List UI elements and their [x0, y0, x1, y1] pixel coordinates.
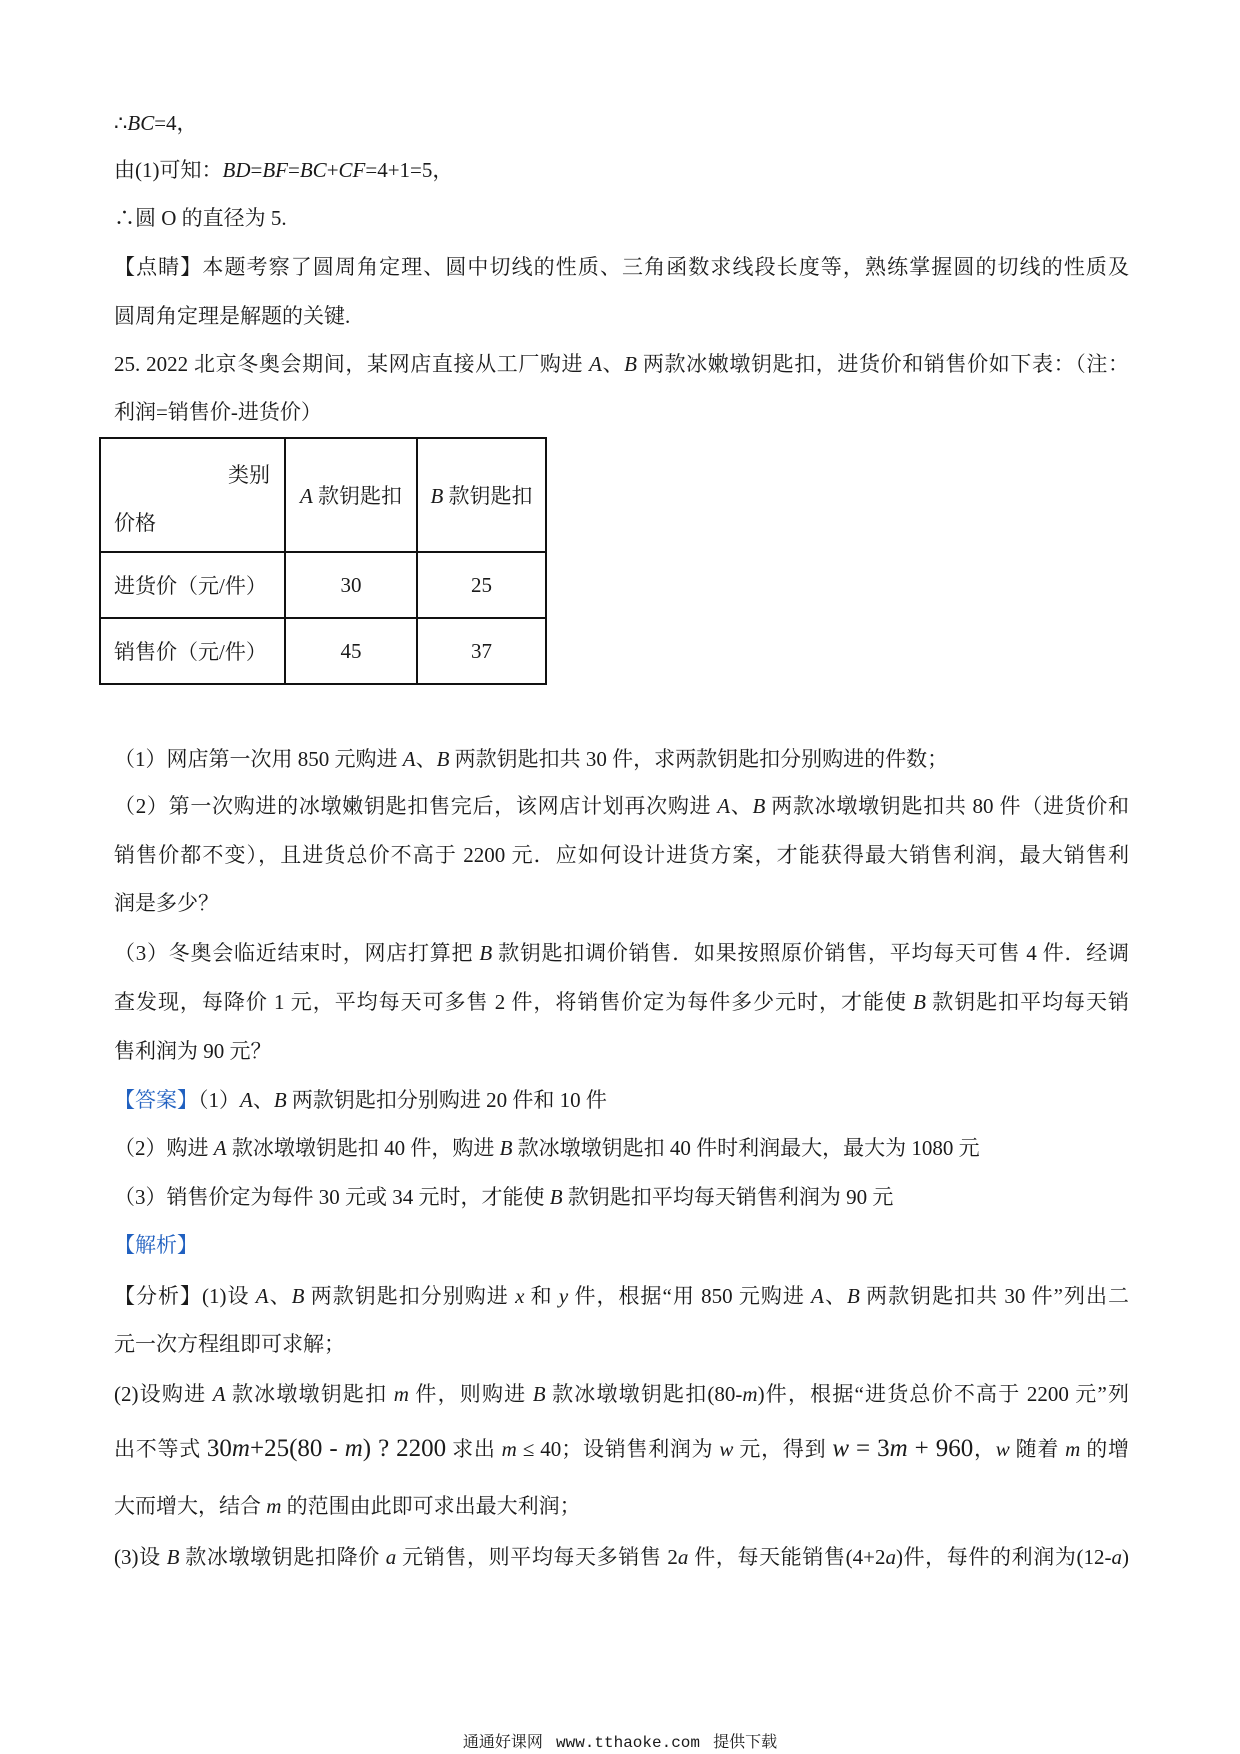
text-run: 款冰墩墩钥匙扣(80-: [545, 1382, 743, 1406]
text-run: 款钥匙扣调价销售．如果按照原价销售，平均每天可售 4 件．经调: [492, 941, 1130, 965]
analysis-part-1: [114, 1330, 1129, 1358]
text-run: 销售价都不变），且进货总价不高于 2200 元．应如何设计进货方案，才能获得最大销售利润，最大销售利: [114, 843, 1129, 867]
text-run: 元销售，则平均每天多销售 2: [396, 1545, 678, 1569]
text-run: + 960: [907, 1435, 974, 1462]
text-run: 由(1)可知：: [114, 158, 223, 182]
math-variable: BC: [299, 158, 327, 182]
analysis-part-2: [114, 1435, 1129, 1463]
text-run: （2）第一次购进的冰墩嫩钥匙扣售完后，该网店计划再次购进: [114, 794, 718, 818]
math-variable: B: [291, 1284, 305, 1308]
text-run: 利润=销售价-进货价）: [114, 400, 322, 424]
text-run: 款钥匙扣平均每天销售利润为 90 元: [562, 1185, 894, 1209]
math-variable: a: [1111, 1545, 1123, 1569]
math-variable: A: [717, 794, 731, 818]
text-run: 润是多少？: [114, 891, 219, 915]
math-variable: B: [847, 1284, 860, 1308]
text-run: ): [1122, 1545, 1130, 1569]
text-run: 件，则购进: [408, 1382, 533, 1406]
text-run: 25. 2022 北京冬奥会期间，某网店直接从工厂购进: [114, 352, 590, 376]
text-run: )件，每件的利润为(12-: [895, 1545, 1112, 1569]
text-run: +25(80 -: [249, 1435, 345, 1462]
sub-question-2: [114, 889, 1129, 917]
text-run: （1）: [198, 1088, 240, 1112]
math-variable: BF: [262, 158, 288, 182]
footer-site-name: 通通好课网: [462, 1732, 543, 1751]
math-variable: y: [558, 1284, 569, 1308]
section-label: 【答案】: [114, 1088, 198, 1112]
text-run: 元，得到: [733, 1437, 833, 1461]
math-variable: A: [240, 1088, 253, 1112]
math-variable: B: [479, 941, 493, 965]
column-header-b: [417, 438, 546, 552]
text-run: ≤ 40；设销售利润为: [516, 1437, 720, 1461]
math-variable: CF: [338, 158, 366, 182]
sub-question-3: [114, 939, 1129, 967]
text-run: 两款钥匙扣分别购进: [304, 1284, 516, 1308]
math-variable: B: [549, 1185, 563, 1209]
text-run: ∴: [114, 111, 128, 135]
math-variable: x: [515, 1284, 525, 1308]
text-run: 两款钥匙扣分别购进 20 件和 10 件: [286, 1088, 607, 1112]
math-variable: A: [402, 747, 416, 771]
math-variable: A: [299, 484, 313, 508]
text-run: =4+1=5，: [365, 158, 454, 182]
text-run: 两款冰嫩墩钥匙扣，进货价和销售价如下表：（注：: [636, 352, 1130, 376]
math-variable: m: [344, 1435, 363, 1462]
math-variable: m: [501, 1437, 517, 1461]
answer-2: [114, 1134, 1129, 1162]
section-label: 【解析】: [114, 1233, 198, 1257]
text-run: =: [250, 158, 263, 182]
math-variable: B: [624, 352, 637, 376]
price-table: [99, 437, 547, 685]
table-corner-cell: [100, 438, 285, 552]
math-variable: B: [752, 794, 766, 818]
text-run: 、: [252, 1088, 274, 1112]
text-run: +: [326, 158, 339, 182]
table-row: [100, 552, 546, 618]
text-run: 的范围由此即可求出最大利润；: [281, 1494, 581, 1518]
text-run: (2)设购进: [114, 1382, 213, 1406]
prev-solution-line: [114, 204, 1129, 232]
table-row: [100, 618, 546, 684]
table-cell: 25: [417, 552, 546, 618]
math-variable: A: [213, 1136, 227, 1160]
text-run: )件，根据“进货总价不高于 2200 元”列: [757, 1382, 1129, 1406]
text-run: （3）销售价定为每件 30 元或 34 元时，才能使: [114, 1185, 550, 1209]
text-run: 30: [206, 1435, 232, 1462]
analysis-part-2: [114, 1380, 1129, 1408]
math-variable: m: [266, 1494, 282, 1518]
text-run: 查发现，每降价 1 元，平均每天可多售 2 件，将销售价定为每件多少元时，才能使: [114, 990, 914, 1014]
text-run: ) ? 2200: [362, 1435, 447, 1462]
text-run: 两款钥匙扣共 30 件”列出二: [859, 1284, 1130, 1308]
text-run: 款冰墩墩钥匙扣 40 件，购进: [226, 1136, 500, 1160]
text-run: 两款钥匙扣共 30 件，求两款钥匙扣分别购进的件数；: [449, 747, 949, 771]
analysis-part-2: [114, 1492, 1129, 1520]
table-header-row: [100, 438, 546, 552]
sub-question-3: [114, 1037, 1129, 1065]
math-variable: w: [832, 1435, 849, 1462]
text-run: 售利润为 90 元？: [114, 1039, 272, 1063]
text-run: (3)设: [114, 1545, 167, 1569]
prev-solution-line: [114, 109, 1129, 137]
text-run: 【分析】(1)设: [114, 1284, 256, 1308]
math-variable: m: [231, 1435, 250, 1462]
text-run: 【点睛】本题考察了圆周角定理、圆中切线的性质、三角函数求线段长度等，熟练掌握圆的切线的性质及: [114, 255, 1129, 279]
analysis-part-1: [114, 1282, 1129, 1310]
math-variable: w: [995, 1437, 1010, 1461]
math-variable: m: [742, 1382, 758, 1406]
math-variable: m: [889, 1435, 908, 1462]
math-variable: B: [532, 1382, 546, 1406]
question-25-stem: [114, 350, 1129, 378]
prev-solution-line: [114, 156, 1129, 184]
answer-3: [114, 1183, 1129, 1211]
text-run: 、: [601, 352, 625, 376]
table-cell: 45: [285, 618, 417, 684]
math-variable: A: [212, 1382, 226, 1406]
text-run: 款钥匙扣: [312, 484, 403, 508]
text-run: = 3: [849, 1435, 890, 1462]
math-variable: B: [430, 484, 444, 508]
text-run: （1）网店第一次用 850 元购进: [114, 747, 403, 771]
text-run: 款冰墩墩钥匙扣: [225, 1382, 394, 1406]
text-run: 出不等式: [114, 1437, 207, 1461]
math-variable: m: [1065, 1437, 1081, 1461]
analysis-part-3: [114, 1543, 1129, 1571]
math-variable: w: [719, 1437, 734, 1461]
text-run: 、: [268, 1284, 292, 1308]
text-run: 圆周角定理是解题的关键.: [114, 304, 351, 328]
text-run: 大而增大，结合: [114, 1494, 267, 1518]
text-run: 两款冰墩墩钥匙扣共 80 件（进货价和: [765, 794, 1130, 818]
footer-url-link[interactable]: www.tthaoke.com: [555, 1734, 701, 1752]
text-run: 、: [730, 794, 753, 818]
math-variable: a: [677, 1545, 689, 1569]
text-run: 和: [524, 1284, 559, 1308]
text-run: 款钥匙扣平均每天销: [926, 990, 1130, 1014]
text-run: 件，每天能销售(4+2: [688, 1545, 886, 1569]
math-variable: a: [885, 1545, 896, 1569]
sub-question-2: [114, 792, 1129, 820]
math-variable: A: [811, 1284, 824, 1308]
table-cell: 37: [417, 618, 546, 684]
text-run: （2）购进: [114, 1136, 214, 1160]
math-variable: a: [385, 1545, 397, 1569]
row-label-sale: 销售价（元/件）: [100, 618, 285, 684]
question-25-stem: [114, 398, 1129, 426]
math-variable: BC: [127, 111, 155, 135]
text-run: 求出: [446, 1437, 502, 1461]
price-label: 价格: [114, 511, 156, 535]
math-variable: B: [913, 990, 926, 1014]
answer-1: [114, 1086, 1129, 1114]
text-run: =: [288, 158, 300, 182]
text-run: 款冰墩墩钥匙扣降价: [179, 1545, 386, 1569]
text-run: 元一次方程组即可求解；: [114, 1332, 345, 1356]
math-variable: m: [393, 1382, 409, 1406]
sub-question-1: [114, 745, 1129, 773]
text-run: 款冰墩墩钥匙扣 40 件时利润最大，最大为 1080 元: [512, 1136, 980, 1160]
page-footer: [0, 1733, 1240, 1752]
category-label: 类别: [228, 463, 270, 487]
math-variable: B: [166, 1545, 180, 1569]
sub-question-2: [114, 841, 1129, 869]
footer-note: 提供下载: [713, 1732, 778, 1751]
text-run: =4，: [154, 111, 198, 135]
key-point-note: [114, 302, 1129, 330]
text-run: 、: [824, 1284, 848, 1308]
text-run: 款钥匙扣: [443, 484, 533, 508]
text-run: ∴圆 O 的直径为 5.: [114, 206, 287, 230]
text-run: ，: [973, 1437, 996, 1461]
text-run: （3）冬奥会临近结束时，网店打算把: [114, 941, 480, 965]
sub-question-3: [114, 988, 1129, 1016]
analysis-heading: [114, 1231, 1129, 1259]
math-variable: BD: [222, 158, 251, 182]
text-run: 件，根据“用 850 元购进: [568, 1284, 812, 1308]
text-run: 、: [415, 747, 437, 771]
table-cell: 30: [285, 552, 417, 618]
math-variable: A: [589, 352, 602, 376]
key-point-note: [114, 253, 1129, 281]
text-run: 随着: [1009, 1437, 1066, 1461]
row-label-cost: 进货价（元/件）: [100, 552, 285, 618]
column-header-a: [285, 438, 417, 552]
math-variable: B: [273, 1088, 287, 1112]
math-variable: B: [436, 747, 450, 771]
math-variable: B: [499, 1136, 513, 1160]
text-run: 的增: [1080, 1437, 1130, 1461]
math-variable: A: [255, 1284, 269, 1308]
